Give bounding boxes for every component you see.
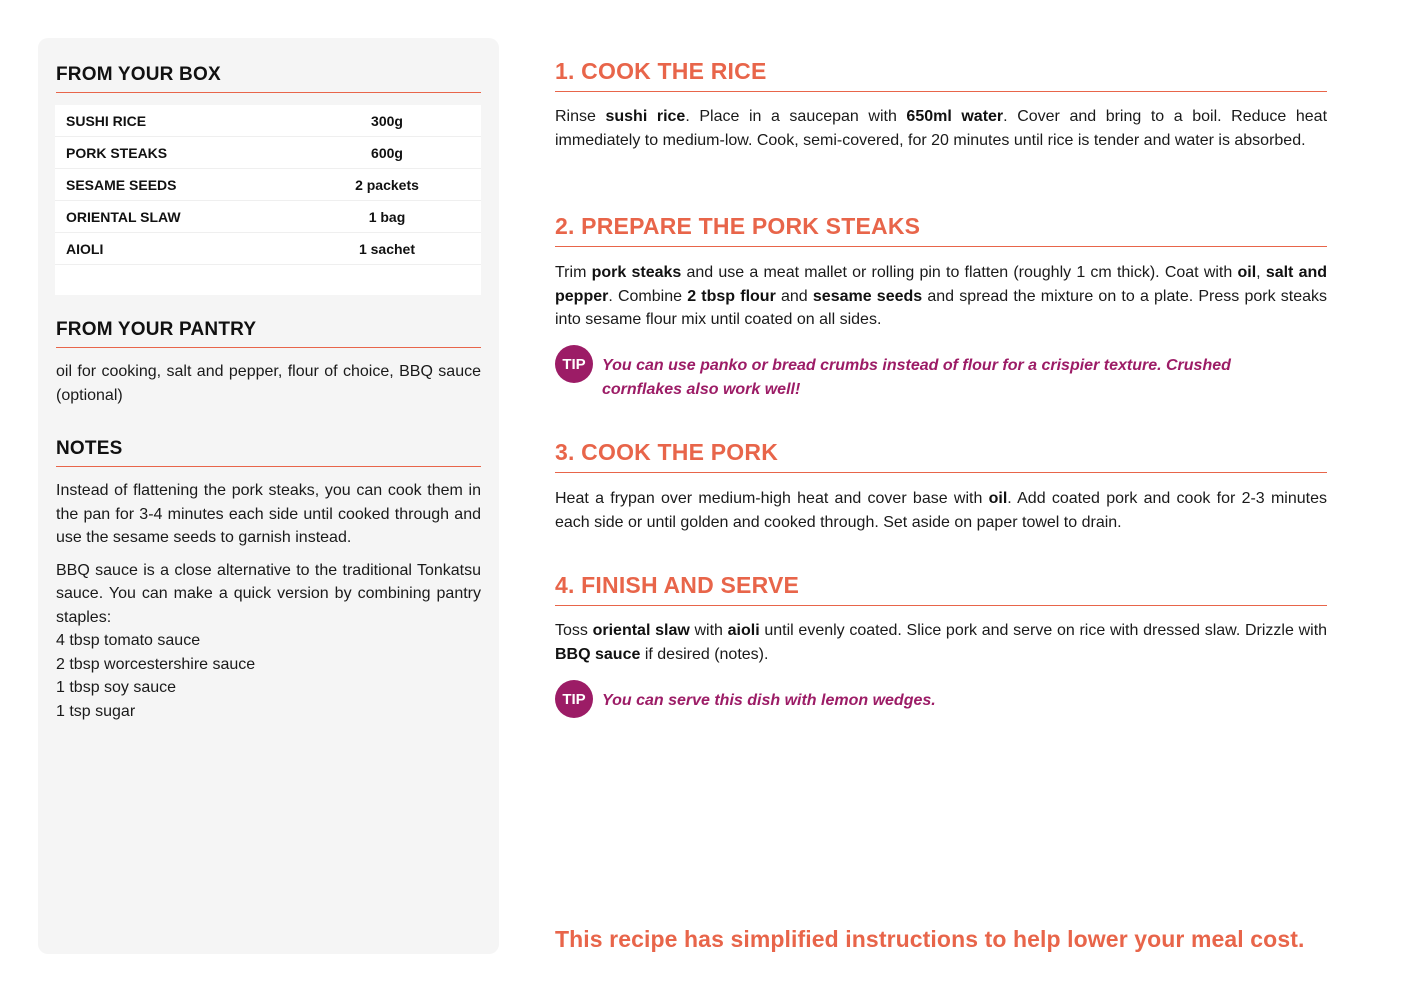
step-text-run: Rinse (555, 108, 606, 125)
tip-badge: TIP (555, 345, 593, 383)
bold-ingredient: sushi rice (605, 108, 686, 125)
ingredient-qty: 600g (371, 144, 403, 161)
step-text-run: Heat a frypan over medium-high heat and cover base with (555, 490, 989, 507)
ingredient-qty: 300g (371, 112, 403, 129)
table-row (55, 201, 481, 233)
step-1-text (555, 105, 1327, 152)
bold-ingredient: 650ml water (906, 108, 1004, 125)
step-4-tip (555, 689, 1295, 718)
step-text-run: with (689, 622, 728, 639)
notes-line: 2 tbsp worcestershire sauce (56, 655, 256, 673)
step-text-run: if desired (notes). (640, 645, 769, 663)
step-2-title: 2. PREPARE THE PORK STEAKS (555, 213, 1327, 247)
table-row (55, 137, 481, 169)
ingredient-qty: 1 bag (368, 208, 406, 225)
notes-line: 4 tbsp tomato sauce (56, 632, 201, 649)
sidebar-panel (38, 38, 499, 954)
step-text-run: . Cover and bring to a boil. Reduce heat immediately to medium-low. Cook, semi-covered, for 20 minutes until rice is tender and water is absorbed. (555, 108, 1328, 149)
ingredient-name: AIOLI (66, 240, 104, 257)
pantry-text (56, 360, 481, 416)
step-text-run: Trim (555, 264, 592, 281)
step-text-run: , (1256, 264, 1266, 281)
step-4-text (555, 619, 1327, 666)
step-3-text (555, 487, 1327, 534)
tip-text: You can serve this dish with lemon wedges. (602, 692, 936, 709)
bold-ingredient: aioli (727, 622, 760, 639)
notes-line: 1 tsp sugar (56, 702, 136, 720)
tip-text: You can use panko or bread crumbs instead of flour for a crispier texture. Crushed cornflakes also work well! (602, 357, 1231, 398)
from-your-pantry-heading: FROM YOUR PANTRY (56, 319, 481, 348)
notes-line: 1 tbsp soy sauce (56, 679, 177, 696)
table-row (55, 105, 481, 137)
notes-paragraph: Instead of flattening the pork steaks, you can cook them in the pan for 3-4 minutes each side until cooked through and use the sesame seeds to garnish instead. (56, 482, 481, 546)
ingredient-name: SUSHI RICE (66, 112, 147, 129)
bold-ingredient: sesame seeds (812, 287, 923, 305)
notes-text (56, 479, 481, 723)
bold-ingredient: oil (988, 490, 1008, 507)
step-2-text (555, 261, 1327, 332)
footer-note: This recipe has simplified instructions to help lower your meal cost. (555, 926, 1305, 952)
ingredient-qty: 2 packets (355, 176, 419, 193)
step-text-run: Toss (555, 622, 593, 639)
step-4-title: 4. FINISH AND SERVE (555, 572, 1327, 606)
bold-ingredient: oriental slaw (592, 622, 690, 639)
notes-heading: NOTES (56, 438, 481, 467)
table-row (55, 169, 481, 201)
step-1-title: 1. COOK THE RICE (555, 58, 1327, 92)
tip-badge: TIP (555, 680, 593, 718)
ingredient-name: PORK STEAKS (66, 144, 168, 161)
bold-ingredient: 2 tbsp flour (687, 287, 776, 305)
step-text-run: . Place in a saucepan with (685, 108, 907, 125)
step-text-run: . Add coated pork and cook for 2-3 minutes each side or until golden and cooked through. Set aside on paper towel to drain. (555, 490, 1327, 531)
ingredient-qty: 1 sachet (358, 240, 416, 257)
ingredient-name: ORIENTAL SLAW (66, 208, 181, 225)
bold-ingredient: BBQ sauce (555, 645, 641, 663)
step-text-run: until evenly coated. Slice pork and serve on rice with dressed slaw. Drizzle with (759, 622, 1328, 639)
ingredients-table (55, 105, 481, 295)
notes-paragraph: BBQ sauce is a close alternative to the traditional Tonkatsu sauce. You can make a quick version by combining pantry staples: (56, 561, 481, 626)
from-your-box-heading: FROM YOUR BOX (56, 64, 481, 93)
bold-ingredient: pork steaks (591, 264, 682, 281)
step-text-run: and spread the mixture on to a plate. Press pork steaks into sesame flour mix until coated on all sides. (555, 287, 1328, 328)
pantry-paragraph: oil for cooking, salt and pepper, flour of choice, BBQ sauce (optional) (56, 363, 481, 404)
step-text-run: . Combine (608, 287, 688, 305)
step-text-run: and (775, 287, 813, 305)
bold-ingredient: salt and pepper (555, 264, 1328, 305)
step-text-run: and use a meat mallet or rolling pin to flatten (roughly 1 cm thick). Coat with (681, 264, 1238, 281)
ingredient-name: SESAME SEEDS (66, 176, 177, 193)
table-row (55, 233, 481, 265)
bold-ingredient: oil (1237, 264, 1257, 281)
step-2-tip (555, 354, 1295, 401)
step-3-title: 3. COOK THE PORK (555, 439, 1327, 473)
